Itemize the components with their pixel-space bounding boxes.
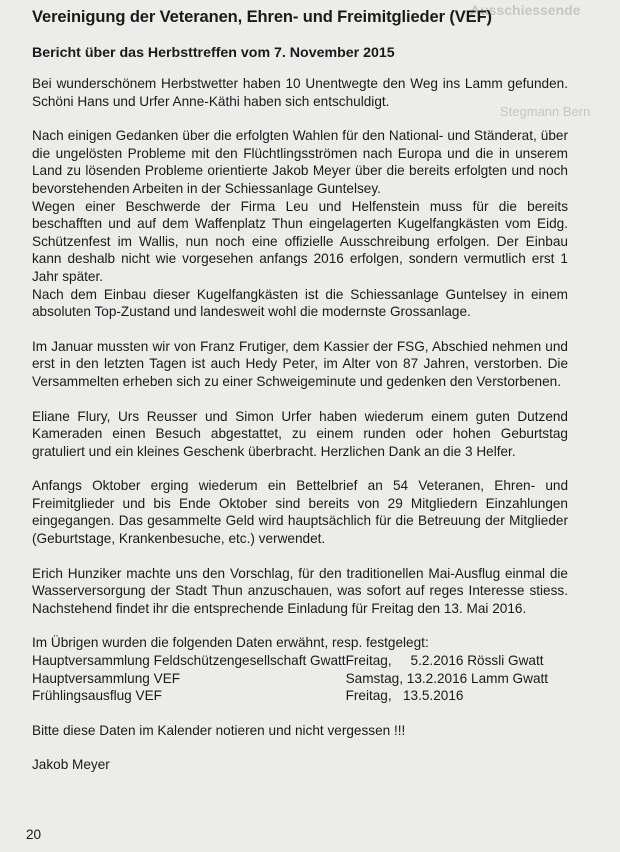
date-event: Hauptversammlung Feldschützengesellschaft Gwatt [32, 653, 346, 669]
date-value: Freitag, 5.2.2016 Rössli Gwatt [345, 653, 544, 669]
date-event: Frühlingsausflug VEF [32, 688, 162, 704]
date-value: Freitag, 13.5.2016 [345, 688, 464, 704]
report-subtitle: Bericht über das Herbsttreffen vom 7. November 2015 [32, 45, 395, 61]
date-value: Samstag, 13.2.2016 Lamm Gwatt [345, 670, 549, 686]
reminder-text: Bitte diese Daten im Kalender notieren und nicht vergessen !!! [32, 722, 406, 738]
table-row [32, 652, 548, 670]
showthrough-header: Ausschiessende [470, 2, 581, 18]
paragraph-dates-intro: Im Übrigen wurden die folgenden Daten erwähnt, resp. festgelegt: [32, 635, 429, 651]
table-row [32, 687, 548, 705]
showthrough-name: Stegmann Bern [500, 104, 591, 119]
table-row [32, 670, 548, 688]
paragraph-complaint: Wegen einer Beschwerde der Firma Leu und Helfenstein muss für die bereits beschafften und auf dem Waffenplatz Thun eingelagerten Kugelfangkästen vom Eidg. Schützenfest im Wallis, nun noch eine offizielle Ausschreibung erfolgen. Der Einbau kann deshalb nicht wie vorgesehen anfangs 2016 erfolgen, sondern vermutlich erst 1 Jahr später. [32, 198, 568, 284]
paragraph-elections: Nach einigen Gedanken über die erfolgten Wahlen für den National- und Ständerat, über die ungelösten Probleme mit den Flüchtlingsströmen nach Europa und die in unserem Land zu lösenden Probleme orientierte Jakob Meyer über die bereits erfolgten und noch bevorstehenden Arbeiten in der Schiessanlage Guntelsey. [32, 128, 568, 196]
date-event: Hauptversammlung VEF [32, 670, 181, 686]
paragraph-attendance: Bei wunderschönem Herbstwetter haben 10 Unentwegte den Weg ins Lamm gefunden. Schöni Hans und Urfer Anne-Käthi haben sich entschuldigt. [32, 76, 568, 109]
page-title: Vereinigung der Veteranen, Ehren- und Freimitglieder (VEF) [32, 8, 492, 26]
paragraph-visits: Eliane Flury, Urs Reusser und Simon Urfer haben wiederum einem guten Dutzend Kameraden einen Besuch abgestattet, zu einem runden oder hohen Geburtstag gratuliert und ein kleines Geschenk überbracht. Herzlichen Dank an die 3 Helfer. [32, 408, 568, 459]
paragraph-excursion: Erich Hunziker machte uns den Vorschlag, für den traditionellen Mai-Ausflug einmal die Wasserversorgung der Stadt Thun anzuschauen, was sofort auf reges Interesse stiess. Nachstehend findet ihr die entsprechende Einladung für Freitag den 13. Mai 2016. [32, 565, 568, 616]
article [32, 6, 568, 774]
paragraph-installation: Nach dem Einbau dieser Kugelfangkästen ist die Schiessanlage Guntelsey in einem absoluten Top-Zustand und landesweit wohl die modernste Grossanlage. [32, 286, 568, 320]
dates-table [32, 652, 548, 705]
page-number: 20 [26, 827, 42, 842]
signature: Jakob Meyer [32, 757, 110, 773]
paragraph-donations: Anfangs Oktober erging wiederum ein Bettelbrief an 54 Veteranen, Ehren- und Freimitglieder und bis Ende Oktober sind bereits von 29 Mitgliedern Einzahlungen eingegangen. Das gesammelte Geld wird hauptsächlich für die Betreuung der Mitglieder (Geburtstage, Krankenbesuche, etc.) verwendet. [32, 478, 568, 547]
paragraph-obituary: Im Januar mussten wir von Franz Frutiger, dem Kassier der FSG, Abschied nehmen und erst in den letzten Tagen ist auch Hedy Peter, im Alter von 87 Jahren, verstorben. Die Versammelten erheben sich zu einer Schweigeminute und gedenken den Verstorbenen. [32, 338, 568, 389]
